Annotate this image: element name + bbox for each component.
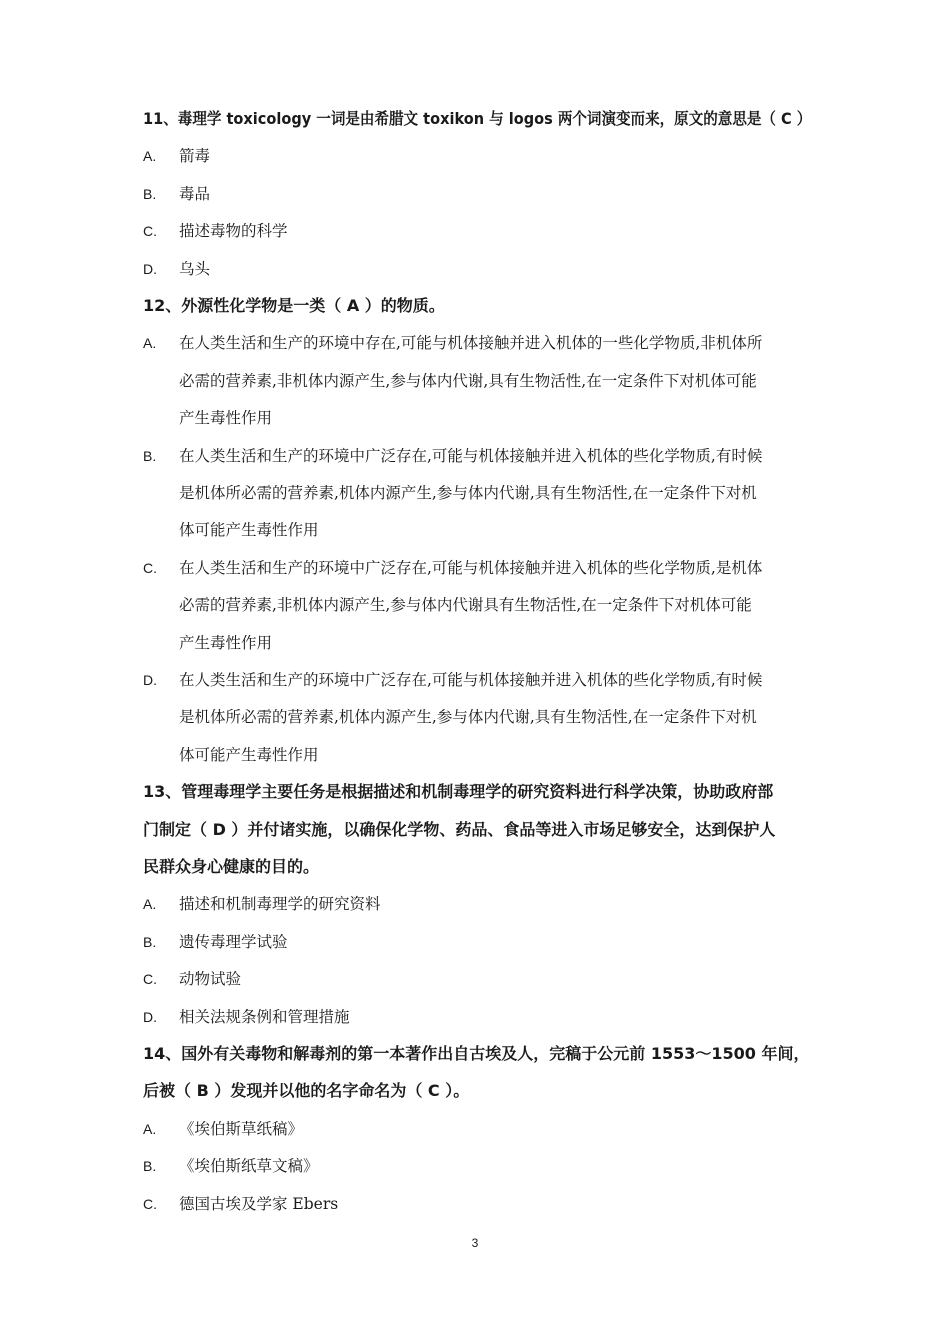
option-4-3 xyxy=(143,1193,338,1215)
option-letter: A. xyxy=(143,896,157,913)
option-text: 描述和机制毒理学的研究资料 xyxy=(179,895,381,914)
option-text: 在人类生活和生产的环境中广泛存在,可能与机体接触并进入机体的些化学物质,有时候 xyxy=(179,671,763,689)
option-2-4 xyxy=(143,669,762,691)
option-2-2-continuation-1: 是机体所必需的营养素,机体内源产生,参与体内代谢,具有生物活性,在一定条件下对机 xyxy=(179,484,757,502)
option-letter: B. xyxy=(143,933,157,950)
option-letter: A. xyxy=(143,148,157,165)
option-1-4 xyxy=(143,258,210,280)
option-2-1-continuation-2: 产生毒性作用 xyxy=(179,409,273,428)
option-letter: C. xyxy=(143,1195,157,1212)
option-text: 在人类生活和生产的环境中广泛存在,可能与机体接触并进入机体的些化学物质,有时候 xyxy=(179,446,763,465)
question-3-line-2: 门制定（ D ）并付诸实施，以确保化学物、药品、食品等进入市场足够安全，达到保护人 xyxy=(143,819,776,839)
option-2-4-continuation-1: 是机体所必需的营养素,机体内源产生,参与体内代谢,具有生物活性,在一定条件下对机 xyxy=(179,708,757,727)
option-letter: B. xyxy=(143,185,157,202)
option-letter: D. xyxy=(143,1008,157,1025)
page-number: 3 xyxy=(471,1236,479,1250)
question-2-line-1: 12、外源性化学物是一类（ A ）的物质。 xyxy=(143,296,445,315)
question-4-line-2: 后被（ B ）发现并以他的名字命名为（ C ）。 xyxy=(143,1081,470,1101)
option-text: 《埃伯斯草纸稿》 xyxy=(179,1119,304,1138)
option-2-3-continuation-2: 产生毒性作用 xyxy=(179,633,273,652)
option-text: 动物试验 xyxy=(179,970,242,989)
option-3-2 xyxy=(143,931,288,953)
option-text: 遗传毒理学试验 xyxy=(179,932,288,951)
option-text: 描述毒物的科学 xyxy=(179,222,288,241)
option-1-1 xyxy=(143,145,210,167)
option-1-2 xyxy=(143,183,210,205)
option-3-1 xyxy=(143,893,381,915)
option-letter: D. xyxy=(143,672,157,688)
option-letter: B. xyxy=(143,1158,157,1175)
option-2-4-continuation-2: 体可能产生毒性作用 xyxy=(179,745,319,764)
option-2-1 xyxy=(143,332,762,354)
option-letter: C. xyxy=(143,223,157,240)
option-letter: A. xyxy=(143,335,157,352)
option-text: 《埃伯斯纸草文稿》 xyxy=(179,1157,319,1176)
option-letter: B. xyxy=(143,447,157,464)
option-2-3 xyxy=(143,557,762,579)
option-letter: A. xyxy=(143,1120,157,1137)
option-2-1-continuation-1: 必需的营养素,非机体内源产生,参与体内代谢,具有生物活性,在一定条件下对机体可能 xyxy=(179,371,757,390)
option-4-2 xyxy=(143,1155,319,1177)
question-3-line-1: 13、管理毒理学主要任务是根据描述和机制毒理学的研究资料进行科学决策，协助政府部 xyxy=(143,782,774,802)
option-letter: D. xyxy=(143,260,157,277)
option-text: 德国古埃及学家 Ebers xyxy=(179,1194,339,1213)
option-3-4 xyxy=(143,1006,350,1028)
question-4-line-1: 14、国外有关毒物和解毒剂的第一本著作出自古埃及人，完稿于公元前 1553～1500 年间， xyxy=(143,1044,810,1063)
option-text: 毒品 xyxy=(179,184,211,203)
option-2-3-continuation-1: 必需的营养素,非机体内源产生,参与体内代谢具有生物活性,在一定条件下对机体可能 xyxy=(179,596,752,615)
option-3-3 xyxy=(143,968,241,990)
option-text: 乌头 xyxy=(179,259,211,278)
option-2-2 xyxy=(143,445,762,467)
option-letter: C. xyxy=(143,971,157,988)
option-text: 在人类生活和生产的环境中存在,可能与机体接触并进入机体的一些化学物质,非机体所 xyxy=(179,334,763,353)
option-text: 相关法规条例和管理措施 xyxy=(179,1007,350,1026)
question-1-line-1: 11、毒理学 toxicology 一词是由希腊文 toxikon 与 logos 两个词演变而来，原文的意思是（ C ） xyxy=(143,109,812,128)
option-4-1 xyxy=(143,1118,303,1140)
option-text: 箭毒 xyxy=(179,147,211,166)
option-2-2-continuation-2: 体可能产生毒性作用 xyxy=(179,521,319,540)
question-3-line-3: 民群众身心健康的目的。 xyxy=(143,857,320,876)
option-letter: C. xyxy=(143,559,157,576)
option-1-3 xyxy=(143,220,288,242)
option-text: 在人类生活和生产的环境中广泛存在,可能与机体接触并进入机体的些化学物质,是机体 xyxy=(179,558,763,577)
